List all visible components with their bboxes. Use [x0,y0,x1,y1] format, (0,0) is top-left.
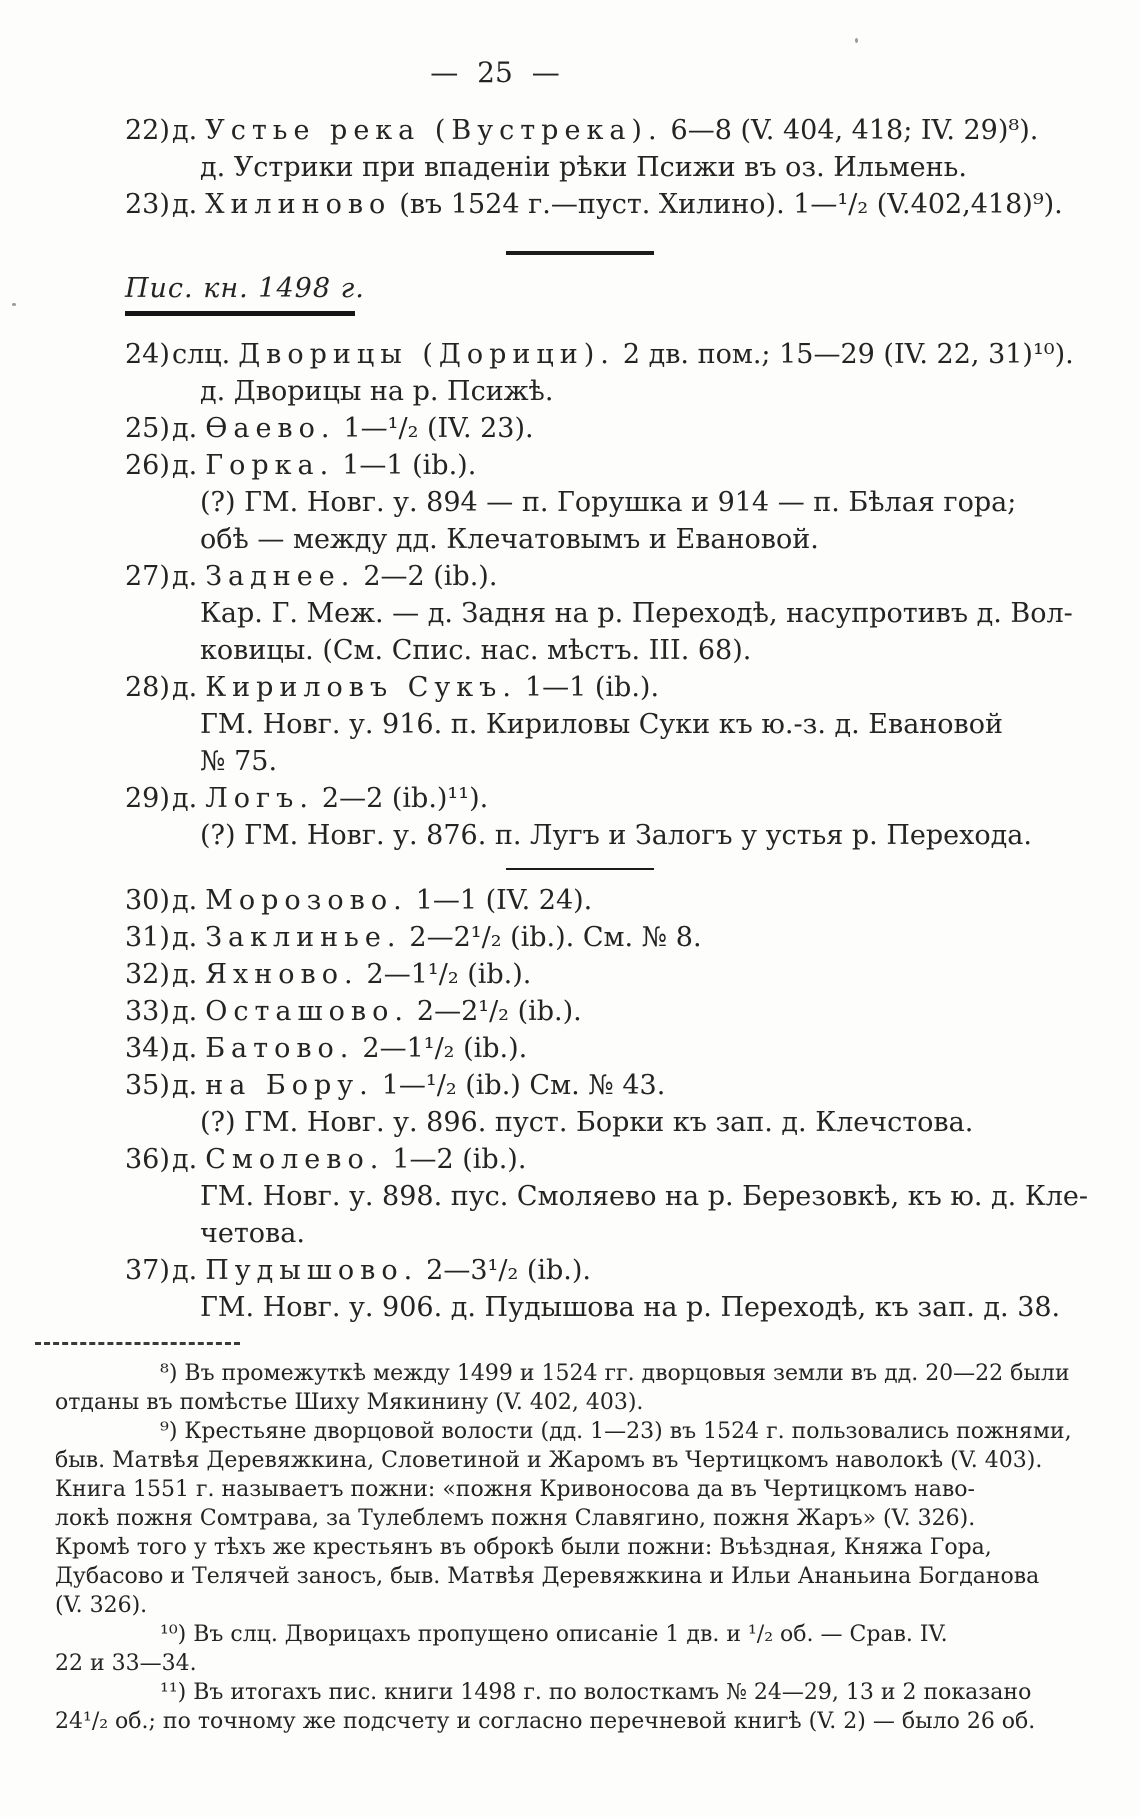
entry-number: 22) [125,115,170,146]
entry-type: д. [172,1033,198,1064]
entry-details: 2—1¹/₂ (ib.). [362,1033,528,1064]
footnote-line: 24¹/₂ об.; по точному же подсчету и согласно перечневой книгѣ (V. 2) — было 26 об. [55,1709,1036,1734]
entry-details: 2—2¹/₂ (ib.). См. № 8. [409,922,702,953]
annotation-line: д. Дворицы на р. Псижѣ. [200,376,554,407]
entry-annotation [200,1178,1088,1252]
entry-type: д. [172,672,198,703]
section-divider [506,251,654,255]
entry-type: д. [172,1255,198,1286]
entry-number: 30) [125,885,170,916]
place-name: Смолево. [205,1144,385,1175]
place-name: Пудышово. [205,1255,419,1286]
footnote-line: ⁹) Крестьяне дворцовой волости (дд. 1—23) въ 1524 г. пользовались пожнями, [160,1419,1072,1444]
footnote-9 [55,1417,1095,1620]
entry-number: 26) [125,450,170,481]
entry-details: 2—1¹/₂ (ib.). [366,959,532,990]
section-title-rule [125,311,355,316]
entry-type: д. [172,885,198,916]
footnote-11 [55,1678,1095,1736]
entry-annotation [200,706,1035,780]
list-entry-37 [125,1252,1035,1289]
list-entry-36 [125,1141,1035,1178]
list-entry-24 [125,336,1074,373]
entry-number: 37) [125,1255,170,1286]
place-name: Заклинье. [205,922,402,953]
footnote-separator [35,1342,240,1345]
footnote-line: 22 и 33—34. [55,1651,197,1676]
place-name: Кириловъ Сукъ. [205,672,517,703]
annotation-line: ГМ. Новг. у. 916. п. Кириловы Суки къ ю.-з. д. Евановой [200,709,1003,740]
entry-number: 25) [125,413,170,444]
entry-number: 23) [125,189,170,220]
entry-number: 34) [125,1033,170,1064]
entry-type: слц. [172,339,231,370]
place-name: Морозово. [205,885,408,916]
entry-number: 33) [125,996,170,1027]
place-name: Устье река (Вустрека). [205,115,663,146]
entry-number: 29) [125,783,170,814]
entry-annotation [200,484,1035,558]
footnote-line: ⁸) Въ промежуткѣ между 1499 и 1524 гг. дворцовыя земли въ дд. 20—22 были [160,1361,1070,1386]
list-entry-34 [125,1030,1035,1067]
entry-type: д. [172,561,198,592]
entry-details: 1—2 (ib.). [392,1144,527,1175]
entry-number: 27) [125,561,170,592]
entry-type: д. [172,1070,198,1101]
list-entry-31 [125,919,1035,956]
entry-annotation [200,595,1073,669]
entry-type: д. [172,783,198,814]
place-name: Осташово. [205,996,409,1027]
entry-annotation [200,1104,1035,1141]
footnote-line: ¹⁰) Въ слц. Дворицахъ пропущено описаніе 1 дв. и ¹/₂ об. — Срав. IV. [160,1622,948,1647]
footnote-line: быв. Матвѣя Деревяжкина, Словетиной и Жаромъ въ Чертицкомъ наволокѣ (V. 403). [55,1448,1043,1473]
entry-type: д. [172,450,198,481]
footnote-line: Книга 1551 г. называетъ пожни: «пожня Кривоносова да въ Чертицкомъ наво- [55,1477,975,1502]
entry-annotation [200,373,1035,410]
entry-details: 6—8 (V. 404, 418; IV. 29)⁸). [670,115,1039,146]
entry-number: 32) [125,959,170,990]
annotation-line: (?) ГМ. Новг. у. 894 — п. Горушка и 914 — п. Бѣлая гора; [200,487,1017,518]
list-entry-32 [125,956,1035,993]
entry-number: 24) [125,339,170,370]
annotation-line: № 75. [200,746,278,777]
section-divider [506,868,654,870]
list-entry-28 [125,669,1035,706]
entry-details: 1—1 (ib.). [524,672,660,703]
annotation-line: ГМ. Новг. у. 906. д. Пудышова на р. Переходѣ, къ зап. д. 38. [200,1292,1061,1323]
entry-type: д. [172,996,198,1027]
footnote-line: Кромѣ того у тѣхъ же крестьянъ въ оброкѣ были пожни: Въѣздная, Княжа Гора, [55,1535,992,1560]
entry-details: 1—1 (ib.). [342,450,477,481]
annotation-line: (?) ГМ. Новг. у. 896. пуст. Борки къ зап. д. Клечстова. [200,1107,974,1138]
page-number: — 25 — [430,56,560,89]
entry-details: 2—2¹/₂ (ib.). [416,996,582,1027]
list-entry-35 [125,1067,1035,1104]
place-name: Хилиново [205,189,392,220]
footnote-line: ¹¹) Въ итогахъ пис. книги 1498 г. по волосткамъ № 24—29, 13 и 2 показано [160,1680,1032,1705]
list-entry-29 [125,780,1035,817]
list-entry-25 [125,410,1035,447]
place-name: Ѳаево. [205,413,336,444]
annotation-line: (?) ГМ. Новг. у. 876. п. Лугъ и Залогъ у устья р. Перехода. [200,820,1032,851]
place-name: Батово. [205,1033,355,1064]
entry-type: д. [172,1144,198,1175]
entry-details: 1—¹/₂ (ib.) См. № 43. [381,1070,666,1101]
footnotes [55,1359,1095,1736]
entry-annotation [200,1289,1061,1326]
annotation-line: д. Устрики при впаденіи рѣки Псижи въ оз. Ильмень. [200,152,967,183]
entry-number: 35) [125,1070,170,1101]
annotation-line: четова. [200,1218,305,1249]
entry-type: д. [172,115,198,146]
entry-annotation [200,817,1035,854]
scan-speck [855,38,858,43]
section-title: Пис. кн. 1498 г. [125,273,365,304]
annotation-line: ковицы. (См. Спис. нас. мѣстъ. III. 68). [200,635,752,666]
entry-details: 2 дв. пом.; 15—29 (IV. 22, 31)¹⁰). [622,339,1074,370]
entry-details: 2—2 (ib.). [363,561,498,592]
entry-details: 1—1 (IV. 24). [415,885,593,916]
list-entry-30 [125,882,1035,919]
entry-list [125,112,1088,1326]
entry-type: д. [172,413,198,444]
entry-type: д. [172,189,198,220]
list-entry-27 [125,558,1035,595]
annotation-line: обѣ — между дд. Клечатовымъ и Евановой. [200,524,819,555]
entry-annotation [200,149,1035,186]
place-name: Яхново. [205,959,359,990]
list-entry-33 [125,993,1035,1030]
entry-details: 2—2 (ib.)¹¹). [321,783,489,814]
footnote-10 [55,1620,1095,1678]
list-entry-26 [125,447,1035,484]
footnote-line: отданы въ помѣстье Шиху Мякинину (V. 402, 403). [55,1390,644,1415]
entry-type: д. [172,959,198,990]
entry-number: 28) [125,672,170,703]
footnote-line: локѣ пожня Сомтрава, за Тулеблемъ пожня Славягино, пожня Жаръ» (V. 326). [55,1506,976,1531]
list-entry-23 [125,186,1063,223]
place-name: Горка. [205,450,335,481]
entry-type: д. [172,922,198,953]
place-name: Дворицы (Дорици). [238,339,615,370]
annotation-line: ГМ. Новг. у. 898. пус. Смоляево на р. Березовкѣ, къ ю. д. Кле- [200,1181,1088,1212]
footnote-8 [55,1359,1095,1417]
place-name: Заднее. [205,561,356,592]
entry-number: 36) [125,1144,170,1175]
list-entry-22 [125,112,1039,149]
annotation-line: Кар. Г. Меж. — д. Задня на р. Переходѣ, насупротивъ д. Вол- [200,598,1073,629]
place-name: на Бору. [205,1070,374,1101]
entry-number: 31) [125,922,170,953]
entry-details: (въ 1524 г.—пуст. Хилино). 1—¹/₂ (V.402,418)⁹). [399,189,1063,220]
footnote-line: (V. 326). [55,1593,148,1618]
scan-speck [12,303,16,306]
entry-details: 1—¹/₂ (IV. 23). [343,413,534,444]
place-name: Логъ. [205,783,314,814]
footnote-line: Дубасово и Телячей заносъ, быв. Матвѣя Деревяжкина и Ильи Ананьина Богданова [55,1564,1040,1589]
entry-details: 2—3¹/₂ (ib.). [426,1255,592,1286]
